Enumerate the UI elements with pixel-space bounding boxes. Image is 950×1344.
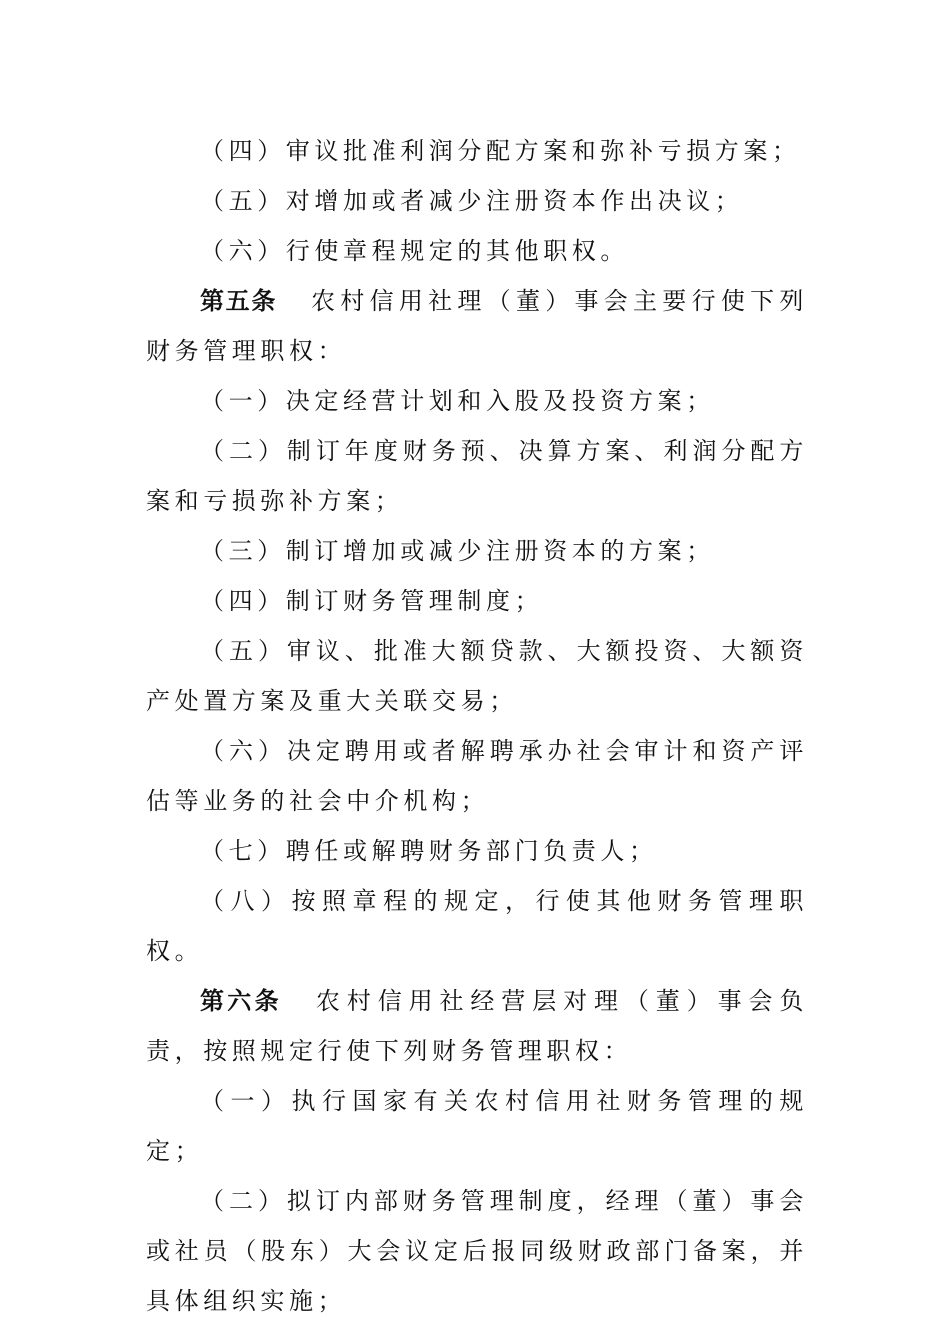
- article-6-heading: 第六条: [200, 987, 282, 1015]
- article-5-item-3: （三）制订增加或减少注册资本的方案；: [200, 537, 715, 565]
- paragraph-item-5: （五）对增加或者减少注册资本作出决议；: [200, 187, 744, 215]
- article-5-item-5: （五）审议、批准大额贷款、大额投资、大额资产处置方案及重大关联交易；: [146, 637, 808, 715]
- article-5-item-2: （二）制订年度财务预、决算方案、利润分配方案和亏损弥补方案；: [146, 437, 808, 515]
- article-5-item-4: （四）制订财务管理制度；: [200, 587, 544, 615]
- article-5-text: 农村信用社理（董）事会主要行使下列财务管理职权：: [146, 287, 809, 365]
- article-5-item-6: （六）决定聘用或者解聘承办社会审计和资产评估等业务的社会中介机构；: [146, 737, 808, 815]
- paragraph-item-4: （四）审议批准利润分配方案和弥补亏损方案；: [200, 137, 801, 165]
- article-6-item-2: （二）拟订内部财务管理制度，经理（董）事会或社员（股东）大会议定后报同级财政部门备案，并具体组织实施；: [146, 1187, 808, 1315]
- paragraph-item-6: （六）行使章程规定的其他职权。: [200, 237, 629, 265]
- article-6-paragraph: [146, 976, 808, 1076]
- document-body: [146, 126, 808, 1326]
- article-6-text: 农村信用社经营层对理（董）事会负责，按照规定行使下列财务管理职权：: [146, 987, 808, 1065]
- article-5-item-8: （八）按照章程的规定，行使其他财务管理职权。: [146, 887, 808, 965]
- article-5-item-7: （七）聘任或解聘财务部门负责人；: [200, 837, 658, 865]
- article-6-item-1: （一）执行国家有关农村信用社财务管理的规定；: [146, 1087, 808, 1165]
- article-5-heading: 第五条: [200, 287, 278, 315]
- article-5-item-1: （一）决定经营计划和入股及投资方案；: [200, 387, 715, 415]
- article-5-paragraph: [146, 276, 808, 376]
